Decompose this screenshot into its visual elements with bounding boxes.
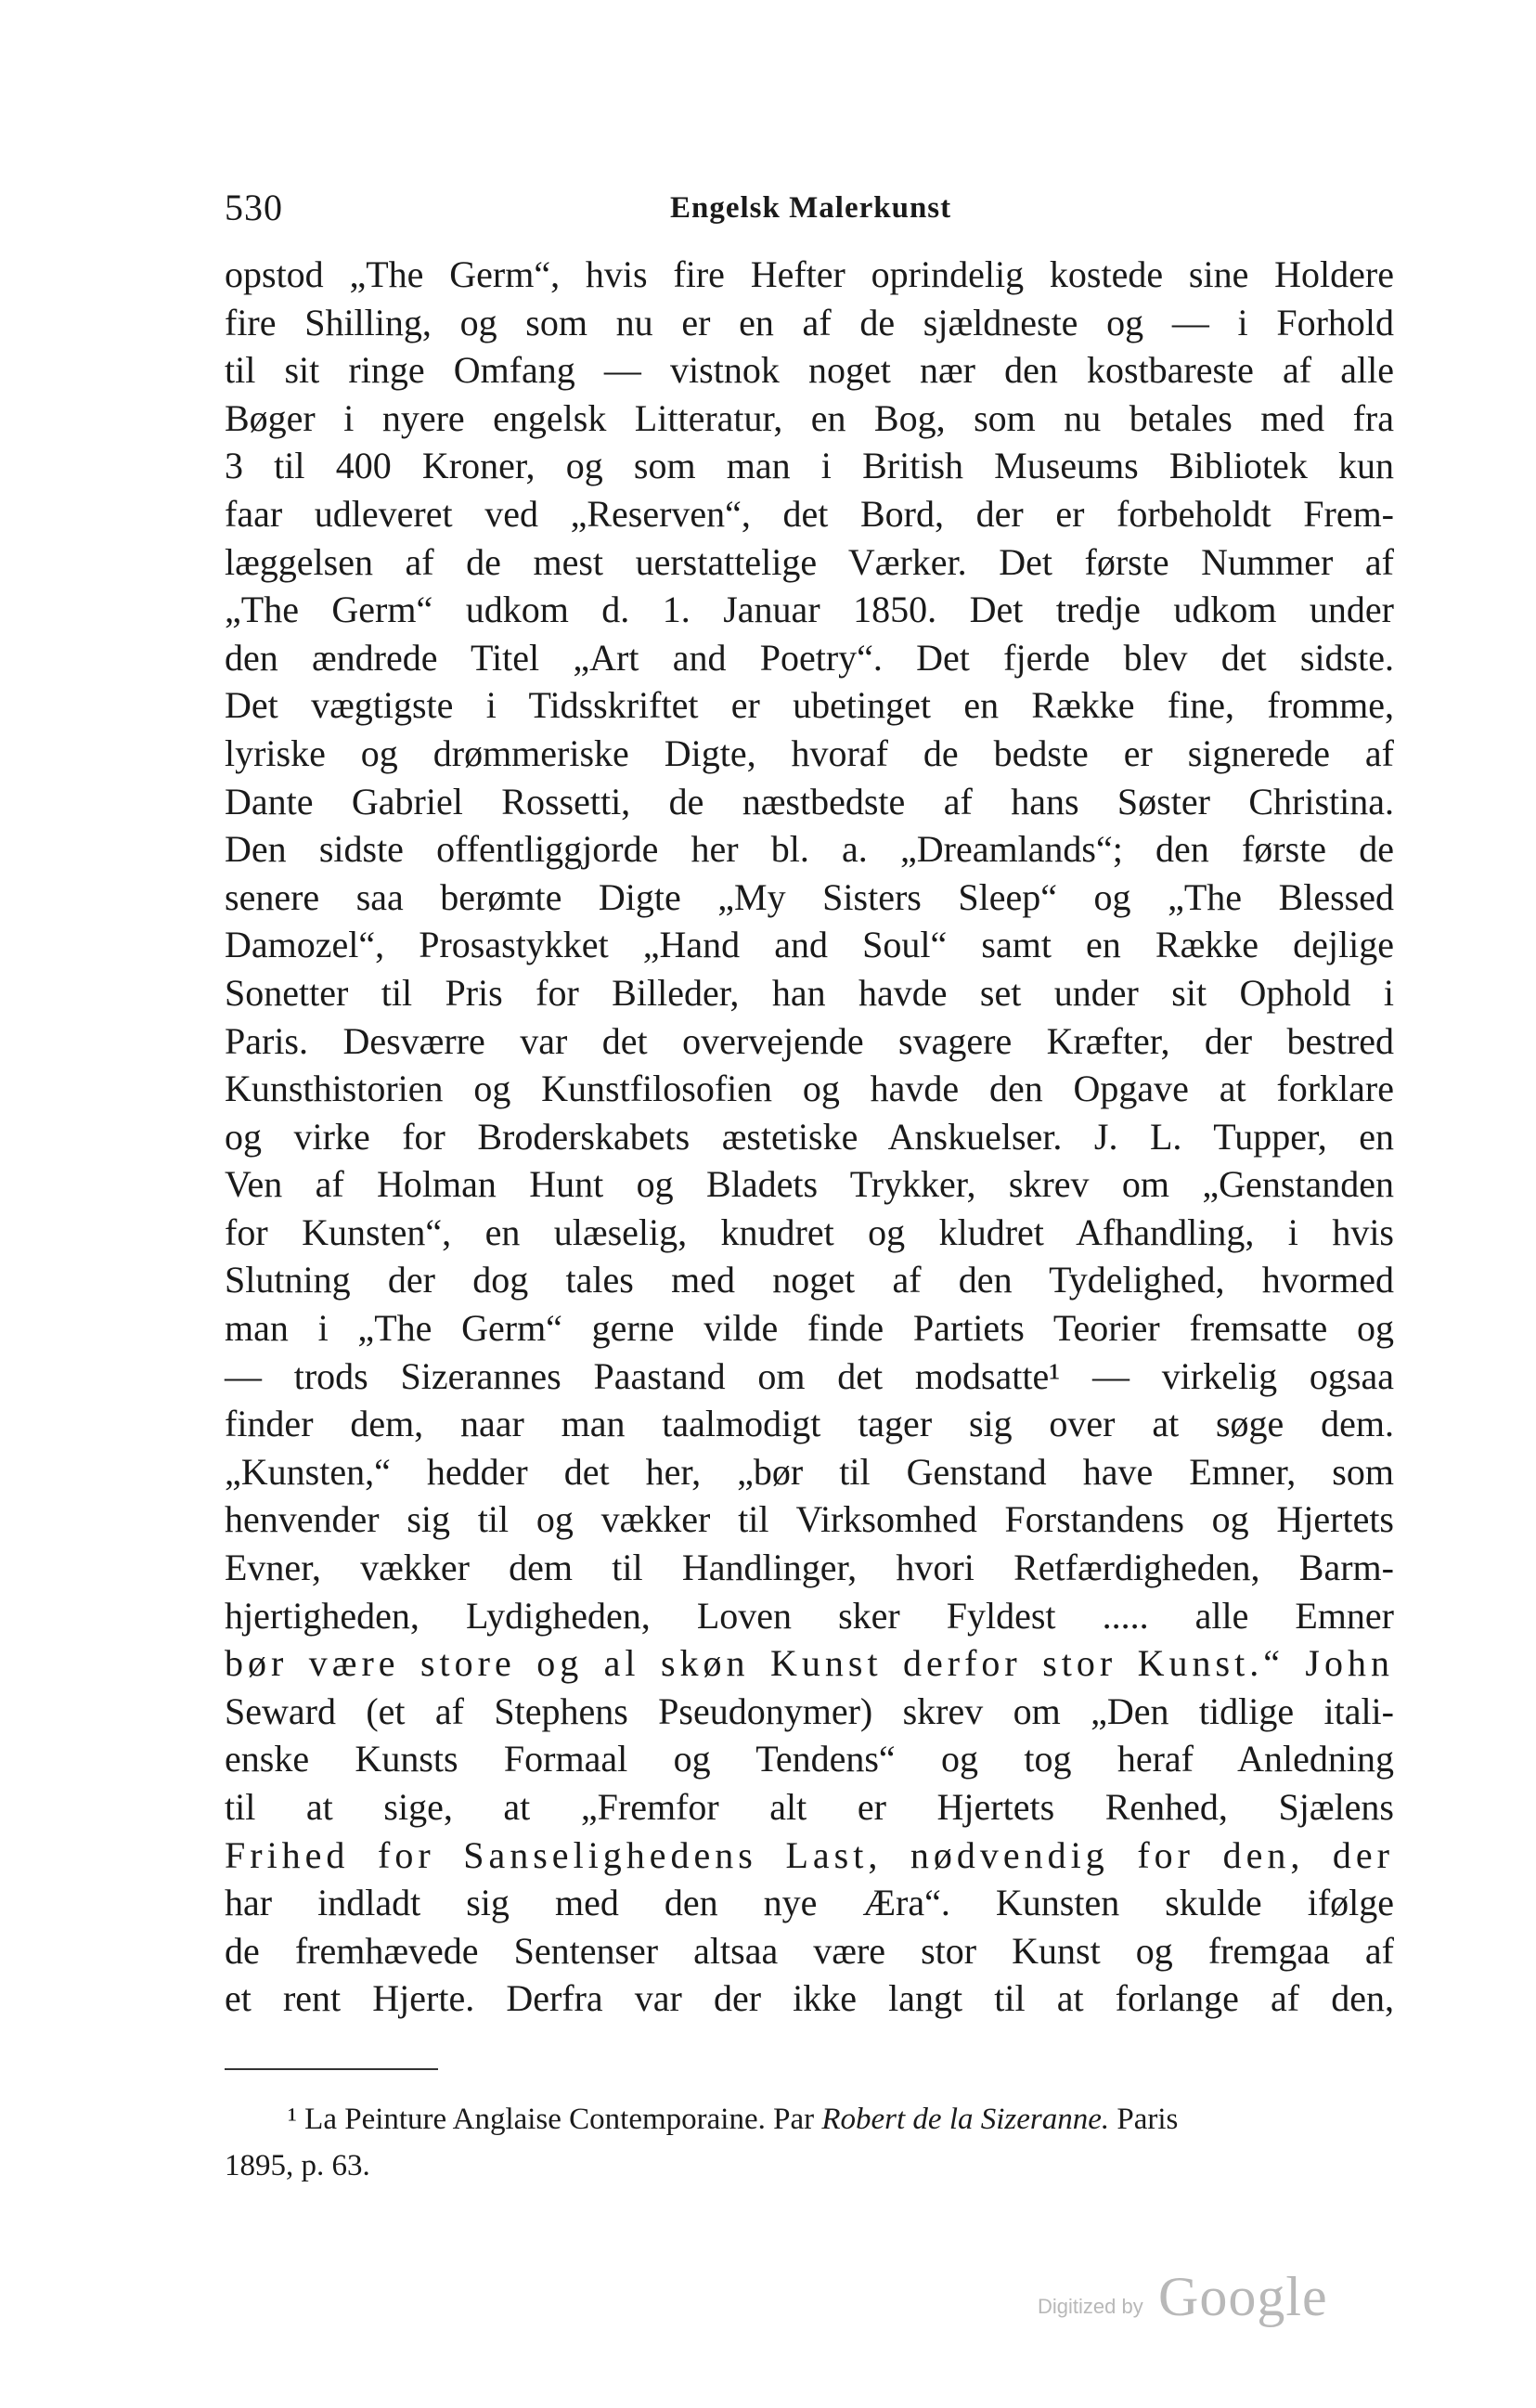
text-line: den ændrede Titel „Art and Poetry“. Det fjerde blev det sidste. xyxy=(225,636,1394,679)
text-line: Kunsthistorien og Kunstfilosofien og havde den Opgave at forklare xyxy=(225,1068,1394,1110)
text-line: finder dem, naar man taalmodigt tager sig over at søge dem. xyxy=(225,1403,1394,1445)
text-line: Den sidste offentliggjorde her bl. a. „Dreamlands“; den første de xyxy=(225,828,1394,871)
text-line: Seward (et af Stephens Pseudonymer) skrev om „Den tidlige itali- xyxy=(225,1689,1394,1732)
text-line: de fremhævede Sentenser altsaa være stor Kunst og fremgaa af xyxy=(225,1929,1394,1972)
text-line-spaced: Frihed for Sanselighedens Last, nødvendig for den, der xyxy=(225,1833,1394,1876)
footnote xyxy=(225,2096,1394,2189)
footnote-line xyxy=(225,2096,1394,2143)
text-line: har indladt sig med den nye Æra“. Kunsten skulde ifølge xyxy=(225,1882,1394,1924)
digitized-watermark xyxy=(1038,2265,1353,2330)
text-line: fire Shilling, og som nu er en af de sjældneste og — i Forhold xyxy=(225,301,1394,343)
text-line: enske Kunsts Formaal og Tendens“ og tog heraf Anledning xyxy=(225,1738,1394,1780)
google-logo: Google xyxy=(1158,2266,1328,2327)
body-text xyxy=(225,251,1394,2023)
watermark-caption: Digitized by xyxy=(1038,2295,1143,2318)
page-number: 530 xyxy=(225,187,283,228)
text-line: man i „The Germ“ gerne vilde finde Partiets Teorier fremsatte og xyxy=(225,1307,1394,1350)
text-line: Ven af Holman Hunt og Bladets Trykker, skrev om „Genstanden xyxy=(225,1163,1394,1206)
text-line: læggelsen af de mest uerstattelige Værker. Det første Nummer af xyxy=(225,540,1394,583)
text-line: og virke for Broderskabets æstetiske Anskuelser. J. L. Tupper, en xyxy=(225,1115,1394,1158)
text-line: Damozel“, Prosastykket „Hand and Soul“ samt en Række dejlige xyxy=(225,924,1394,966)
text-line: til at sige, at „Fremfor alt er Hjertets Renhed, Sjælens xyxy=(225,1786,1394,1828)
text-line: Evner, vækker dem til Handlinger, hvori Retfærdigheden, Barm- xyxy=(225,1547,1394,1589)
running-title: Engelsk Malerkunst xyxy=(670,191,952,225)
footnote-author: Robert de la Sizeranne. xyxy=(821,2103,1110,2136)
text-line: Bøger i nyere engelsk Litteratur, en Bog, som nu betales med fra xyxy=(225,396,1394,439)
text-line: — trods Sizerannes Paastand om det modsatte¹ — virkelig ogsaa xyxy=(225,1354,1394,1397)
footnote-text: La Peinture Anglaise Contemporaine. Par xyxy=(304,2103,822,2136)
text-line: Det vægtigste i Tidsskriftet er ubetinget en Række fine, fromme, xyxy=(225,684,1394,727)
text-line: faar udleveret ved „Reserven“, det Bord, der er forbeholdt Frem- xyxy=(225,492,1394,535)
text-line: Paris. Desværre var det overvejende svagere Kræfter, der bestred xyxy=(225,1019,1394,1062)
footnote-divider xyxy=(225,2068,438,2070)
text-line: 3 til 400 Kroner, og som man i British Museums Bibliotek kun xyxy=(225,445,1394,487)
footnote-line: 1895, p. 63. xyxy=(225,2149,370,2182)
text-line: Sonetter til Pris for Billeder, han havde set under sit Ophold i xyxy=(225,971,1394,1014)
text-line: lyriske og drømmeriske Digte, hvoraf de bedste er signerede af xyxy=(225,731,1394,774)
footnote-tail: Paris xyxy=(1109,2103,1179,2136)
text-line: til sit ringe Omfang — vistnok noget nær den kostbareste af alle xyxy=(225,349,1394,392)
footnote-marker: ¹ xyxy=(288,2103,297,2136)
text-line: Dante Gabriel Rossetti, de næstbedste af hans Søster Christina. xyxy=(225,780,1394,822)
text-line: for Kunsten“, en ulæselig, knudret og kludret Afhandling, i hvis xyxy=(225,1210,1394,1253)
page-header xyxy=(225,186,1394,241)
text-line-spaced: bør være store og al skøn Kunst derfor stor Kunst.“ John xyxy=(225,1642,1394,1685)
text-line: hjertigheden, Lydigheden, Loven sker Fyldest ..... alle Emner xyxy=(225,1594,1394,1637)
text-line: „The Germ“ udkom d. 1. Januar 1850. Det tredje udkom under xyxy=(225,589,1394,631)
text-line: henvender sig til og vækker til Virksomhed Forstandens og Hjertets xyxy=(225,1498,1394,1541)
text-line: „Kunsten,“ hedder det her, „bør til Genstand have Emner, som xyxy=(225,1450,1394,1493)
text-line: Slutning der dog tales med noget af den Tydelighed, hvormed xyxy=(225,1259,1394,1301)
text-line: senere saa berømte Digte „My Sisters Sleep“ og „The Blessed xyxy=(225,875,1394,918)
text-line: opstod „The Germ“, hvis fire Hefter oprindelig kostede sine Holdere xyxy=(225,253,1394,295)
text-line: et rent Hjerte. Derfra var der ikke langt til at forlange af den, xyxy=(225,1977,1394,2020)
